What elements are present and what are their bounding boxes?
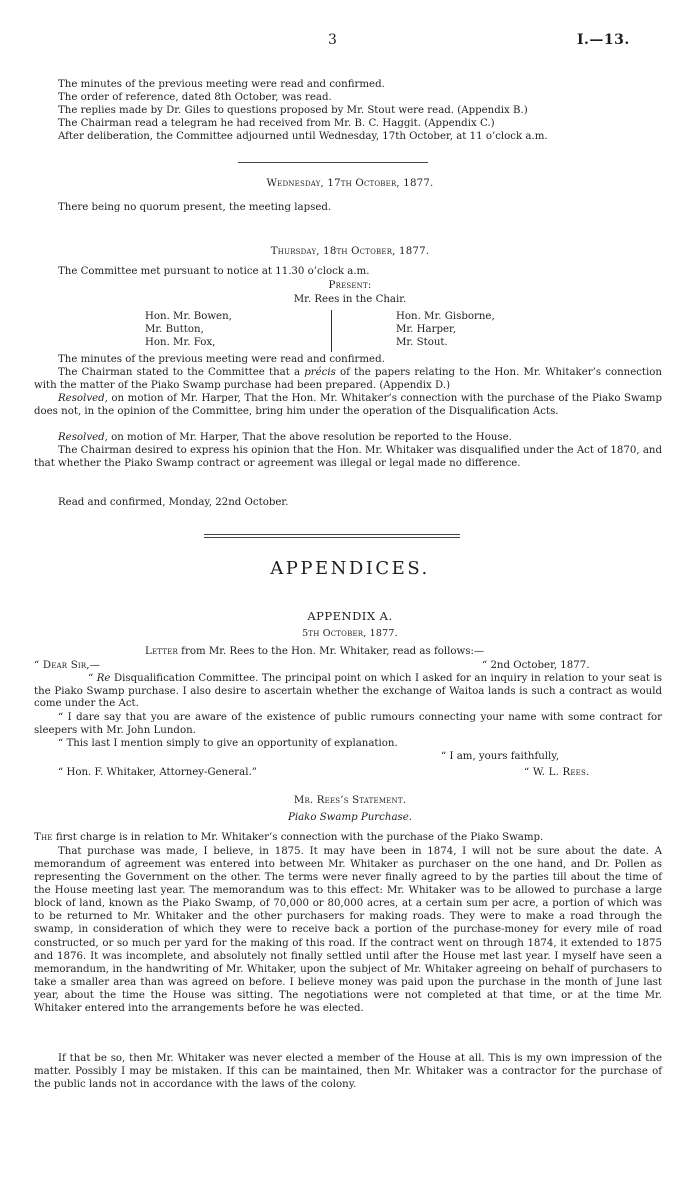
member-name: Hon. Mr. Bowen, [145,311,232,322]
letter-closing: “ I am, yours faithfully, [441,751,559,762]
thursday-para: The Chairman stated to the Committee that a précis of the papers relating to the Hon. Mr. Whitaker’s connection with the matter of the Piako Swamp purchase had been prepared. (Appendix D.) [34,367,662,391]
thursday-resolution: Resolved, on motion of Mr. Harper, That the Hon. Mr. Whitaker’s connection with the purchase of the Piako Swamp does not, in the opinion of the Committee, bring him under the operation of the Disqualification Acts. [34,393,662,417]
member-name: Mr. Stout. [396,337,448,348]
appendices-title: APPENDICES. [270,558,430,579]
minutes-line: The minutes of the previous meeting were read and confirmed. [58,79,385,90]
minutes-line: The replies made by Dr. Giles to questions proposed by Mr. Stout were read. (Appendix B.) [58,105,528,116]
letter-paragraph: “ This last I mention simply to give an opportunity of explanation. [58,738,398,749]
member-name: Mr. Button, [145,324,204,335]
statement-subtitle: Piako Swamp Purchase. [287,812,413,823]
statement-paragraph: That purchase was made, I believe, in 1875. It may have been in 1874, I will not be sure about the date. A memorandum of agreement was entered into between Mr. Whitaker as purchaser on the one hand, and Dr. Pollen as representing the Government on the other. The terms were never finally agreed to by the parties till about the time of the House meeting last year. The memorandum was to this effect: Mr. Whitaker was to be allowed to purchase a large block of land, known as the Piako Swamp, of 70,000 or 80,000 acres, at a certain sum per acre, a portion of which was to be returned to Mr. Whitaker and the other purchasers for making roads. They were to make a road through the swamp, in consideration of which they were to receive back a portion of the purchase-money for every mile of road constructed, or so much per yard for the making of this road. If the contract went on through 1874, it extended to 1875 and 1876. It was incomplete, and absolutely not finally settled until after the House met last year. I myself have seen a memorandum, in the handwriting of Mr. Whitaker, upon the subject of Mr. Whitaker agreeing on behalf of purchasers to take a smaller area than was agreed on before. I believe money was paid upon the purchase in the month of June last year, about the time the House was sitting. The negotiations were not completed at that time, or at the time Mr. Whitaker entered into the arrangements before he was elected. [34,846,662,1014]
divider-rule [238,162,428,163]
double-rule [204,534,460,535]
page-number: 3 [328,32,337,48]
thursday-confirmed: Read and confirmed, Monday, 22nd October. [58,497,289,508]
thursday-para: The minutes of the previous meeting were read and confirmed. [58,354,385,365]
minutes-line: After deliberation, the Committee adjourned until Wednesday, 17th October, at 11 o’clock a.m. [58,131,548,142]
appendix-a-title: APPENDIX A. [307,609,393,623]
letter-paragraph: “ Re Disqualification Committee. The principal point on which I asked for an inquiry in relation to your seat is the Piako Swamp purchase. I also desire to ascertain whether the exchange of Waitoa lands is such a contract as would come under the Act. [34,673,662,710]
chair-line: Mr. Rees in the Chair. [293,294,407,305]
appendix-a-date: 5th October, 1877. [302,628,398,639]
minutes-line: The order of reference, dated 8th October, was read. [58,92,332,103]
letter-signature: “ W. L. Rees. [524,767,590,778]
member-name: Hon. Mr. Fox, [145,337,216,348]
letter-addressee: “ Hon. F. Whitaker, Attorney-General.” [58,767,257,778]
letter-paragraph: “ I dare say that you are aware of the existence of public rumours connecting your name with some contract for sleepers with Mr. John Lundon. [34,712,662,736]
thursday-met: The Committee met pursuant to notice at 11.30 o’clock a.m. [58,266,370,277]
statement-title: Mr. Rees’s Statement. [293,795,407,806]
double-rule [204,537,460,538]
letter-salutation: “ Dear Sir,— [34,660,101,671]
thursday-date: Thursday, 18th October, 1877. [270,246,430,257]
present-label: Present: [328,280,372,291]
minutes-line: The Chairman read a telegram he had received from Mr. B. C. Haggit. (Appendix C.) [58,118,495,129]
thursday-para: The Chairman desired to express his opinion that the Hon. Mr. Whitaker was disqualified under the Act of 1870, and that whether the Piako Swamp contract or agreement was illegal or legal made no difference. [34,445,662,469]
letter-intro: Letter from Mr. Rees to the Hon. Mr. Whitaker, read as follows:— [145,646,485,657]
statement-paragraph: The first charge is in relation to Mr. Whitaker’s connection with the purchase of the Piako Swamp. [34,832,544,843]
statement-paragraph: If that be so, then Mr. Whitaker was never elected a member of the House at all. This is my own impression of the matter. Possibly I may be mistaken. If this can be maintained, then Mr. Whitaker was a contractor for the purchase of the public lands not in accordance with the laws of the colony. [34,1053,662,1091]
letter-date: “ 2nd October, 1877. [482,660,590,671]
wednesday-text: There being no quorum present, the meeting lapsed. [58,202,332,213]
members-divider [331,310,332,352]
member-name: Mr. Harper, [396,324,457,335]
thursday-resolution: Resolved, on motion of Mr. Harper, That the above resolution be reported to the House. [58,432,512,443]
member-name: Hon. Mr. Gisborne, [396,311,495,322]
wednesday-date: Wednesday, 17th October, 1877. [266,178,434,189]
document-reference: I.—13. [577,32,630,48]
